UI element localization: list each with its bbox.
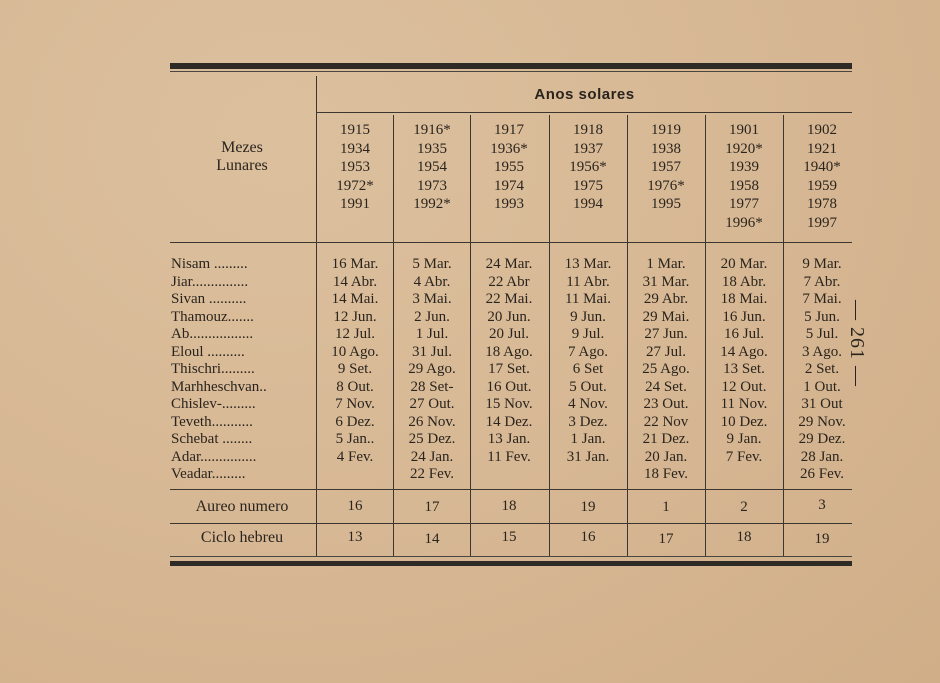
date-cell: 20 Jul.: [488, 326, 529, 342]
month-name: Marhheschvan..: [171, 378, 267, 395]
date-cell: 27 Out.: [409, 396, 455, 412]
date-cell: 11 Abr.: [566, 273, 610, 290]
year-column-2: [394, 121, 470, 214]
date-cell: 7 Fev.: [725, 448, 763, 465]
mezes-lunares-heading: [172, 139, 312, 175]
date-cell: 24 Jan.: [410, 448, 454, 465]
date-cell: 1 Out.: [803, 378, 841, 395]
date-column-2: [394, 256, 470, 484]
date-cell: 7 Abr.: [803, 273, 841, 290]
month-name: Thischri.........: [171, 361, 255, 377]
date-cell: 13 Mar.: [564, 256, 612, 272]
month-name: Nisam .........: [171, 256, 248, 272]
page-number: — 261 —: [846, 300, 868, 387]
date-cell: 14 Mai.: [331, 291, 379, 307]
date-cell: 2 Set.: [804, 361, 840, 377]
ciclo-value: 13: [347, 529, 363, 545]
year: 1978: [807, 196, 837, 212]
date-cell: 1 Jul.: [415, 326, 449, 342]
date-column-1: [317, 256, 393, 484]
aureo-value: 17: [424, 499, 440, 515]
bottom-thin-rule: [170, 556, 852, 557]
date-cell: 27 Jul.: [645, 343, 686, 360]
date-cell: 15 Nov.: [485, 396, 533, 412]
date-cell: 25 Dez.: [408, 431, 456, 447]
date-cell: 20 Mar.: [720, 256, 768, 272]
date-cell: 3 Dez.: [568, 413, 608, 430]
rule-under-dates: [170, 489, 852, 490]
aureo-value: 3: [818, 497, 826, 513]
date-column-3: [471, 256, 547, 484]
date-cell: 16 Mar.: [331, 256, 379, 272]
date-cell: 29 Mai.: [642, 308, 690, 325]
date-cell: [550, 466, 626, 484]
month-names-column: [171, 256, 313, 484]
month-name: Sivan ..........: [171, 291, 247, 307]
date-cell: 20 Jan.: [644, 448, 688, 465]
date-cell: 10 Dez.: [720, 413, 768, 430]
date-cell: 16 Out.: [486, 378, 532, 395]
year: 1974: [494, 177, 524, 194]
year: 1997: [807, 214, 837, 231]
date-cell: 13 Jan.: [487, 431, 531, 447]
aureo-value: 1: [662, 499, 670, 515]
month-name: Chislev-.........: [171, 396, 256, 412]
year: 1916*: [413, 122, 451, 138]
date-cell: 16 Jul.: [723, 326, 764, 342]
date-cell: 18 Abr.: [721, 273, 767, 290]
bottom-heavy-rule: [170, 561, 852, 566]
year: 1936*: [490, 140, 528, 157]
date-cell: 7 Mai.: [802, 291, 842, 307]
year: 1937: [573, 140, 603, 157]
year: 1953: [340, 159, 370, 175]
date-cell: 6 Dez.: [335, 413, 375, 430]
date-column-4: [550, 256, 626, 484]
date-cell: 9 Mar.: [802, 256, 842, 272]
year: 1958: [729, 177, 759, 194]
date-cell: 18 Mai.: [720, 291, 768, 307]
date-column-6: [706, 256, 782, 484]
year: 1991: [340, 196, 370, 212]
date-cell: 7 Nov.: [335, 396, 375, 412]
date-cell: 12 Jun.: [333, 308, 377, 325]
year: 1940*: [803, 159, 841, 175]
date-cell: 9 Set.: [337, 361, 373, 377]
year: 1902: [807, 122, 837, 138]
date-cell: 21 Dez.: [642, 431, 690, 447]
year: 1915: [340, 122, 370, 138]
ciclo-hebreu-label: Ciclo hebreu: [200, 529, 284, 546]
date-cell: 31 Out: [801, 396, 843, 412]
anos-solares-heading: Anos solares: [534, 86, 635, 103]
date-cell: [317, 466, 393, 484]
date-cell: [471, 466, 547, 484]
year: 1972*: [336, 177, 374, 194]
year: 1920*: [725, 140, 763, 157]
date-cell: 5 Jan..: [335, 431, 375, 447]
aureo-value: 19: [580, 499, 596, 515]
rule-under-aureo: [170, 523, 852, 524]
date-cell: 14 Dez.: [485, 413, 533, 430]
year: 1992*: [413, 196, 451, 212]
year: 1934: [340, 140, 370, 157]
date-cell: 14 Abr.: [332, 273, 378, 290]
date-cell: 31 Mar.: [642, 273, 690, 290]
year: 1957: [651, 159, 681, 175]
year: 1995: [651, 196, 681, 212]
date-cell: 1 Mar.: [646, 256, 686, 272]
date-cell: 8 Out.: [336, 378, 374, 395]
year: 1938: [651, 140, 681, 157]
year: 1901: [729, 122, 759, 138]
date-cell: 28 Set-: [410, 378, 454, 395]
date-cell: 26 Nov.: [408, 413, 456, 430]
month-name: Veadar.........: [171, 466, 246, 482]
date-cell: 29 Abr.: [643, 291, 689, 307]
date-cell: 5 Jun.: [804, 308, 840, 325]
date-cell: 22 Fev.: [409, 466, 455, 482]
year-column-6: [706, 121, 782, 232]
date-cell: 1 Jan.: [570, 431, 606, 447]
month-name: Eloul ..........: [171, 343, 245, 360]
date-cell: 10 Ago.: [331, 343, 379, 360]
date-cell: 25 Ago.: [642, 361, 690, 377]
year: 1975: [573, 177, 603, 194]
month-name: Teveth...........: [171, 413, 253, 430]
year: 1935: [417, 140, 447, 157]
date-cell: 28 Jan.: [800, 448, 844, 465]
date-cell: 13 Set.: [723, 361, 765, 377]
date-cell: 12 Out.: [721, 378, 767, 395]
date-column-5: [628, 256, 704, 484]
aureo-value: 2: [740, 499, 748, 515]
date-cell: 22 Nov: [643, 413, 689, 430]
date-cell: 29 Nov.: [798, 413, 846, 430]
top-heavy-rule: [170, 63, 852, 69]
date-cell: 2 Jun.: [414, 308, 450, 325]
date-cell: 11 Fev.: [487, 448, 531, 465]
date-cell: 27 Jun.: [644, 326, 688, 342]
rule-under-anos: [317, 112, 852, 113]
year: 1954: [417, 159, 447, 175]
ciclo-value: 17: [658, 531, 674, 547]
date-cell: 4 Fev.: [336, 448, 374, 465]
year: 1993: [494, 196, 524, 212]
year: 1918: [573, 122, 603, 138]
date-cell: 6 Set: [572, 361, 604, 377]
year: 1939: [729, 159, 759, 175]
month-name: Thamouz.......: [171, 308, 254, 325]
year: 1917: [494, 122, 524, 138]
year-column-1: [317, 121, 393, 214]
date-cell: 18 Fev.: [643, 466, 689, 482]
date-cell: 24 Mar.: [485, 256, 533, 272]
year: 1976*: [647, 177, 685, 194]
date-cell: 29 Dez.: [798, 431, 846, 447]
year: 1921: [807, 140, 837, 157]
ciclo-value: 19: [814, 531, 830, 547]
date-cell: 9 Jun.: [570, 308, 606, 325]
aureo-numero-label: Aureo numero: [195, 498, 289, 515]
date-cell: [706, 466, 782, 484]
lunares-line: Lunares: [216, 157, 268, 174]
date-cell: 9 Jul.: [571, 326, 605, 342]
date-cell: 22 Mai.: [485, 291, 533, 307]
date-cell: 24 Set.: [645, 378, 687, 395]
year: 1955: [494, 159, 524, 175]
date-cell: 9 Jan.: [726, 431, 762, 447]
rule-under-years: [170, 242, 852, 243]
month-name: Adar...............: [171, 448, 257, 465]
aureo-value: 18: [501, 498, 517, 514]
date-cell: 26 Fev.: [799, 466, 845, 482]
year: 1919: [651, 122, 681, 138]
date-cell: 22 Abr: [488, 273, 530, 290]
year: 1973: [417, 177, 447, 194]
year-column-4: [550, 121, 626, 214]
year: 1994: [573, 196, 603, 212]
date-cell: 23 Out.: [643, 396, 689, 412]
mezes-line: Mezes: [221, 139, 263, 156]
month-name: Ab.................: [171, 326, 254, 342]
date-cell: 14 Ago.: [720, 343, 768, 360]
date-cell: 11 Nov.: [720, 396, 768, 412]
year: 1996*: [725, 214, 763, 231]
date-cell: 5 Jul.: [805, 326, 839, 342]
date-cell: 18 Ago.: [485, 343, 533, 360]
year: 1977: [729, 196, 759, 212]
month-name: Schebat ........: [171, 431, 253, 447]
date-cell: 31 Jul.: [411, 343, 452, 360]
date-cell: 7 Ago.: [567, 343, 608, 360]
date-cell: 29 Ago.: [408, 361, 456, 377]
ciclo-value: 16: [580, 529, 596, 545]
year: 1956*: [569, 159, 607, 175]
date-cell: 5 Mar.: [412, 256, 452, 272]
ciclo-value: 18: [736, 529, 752, 545]
top-thin-rule: [170, 71, 852, 72]
date-cell: 4 Nov.: [568, 396, 608, 412]
aureo-value: 16: [347, 498, 363, 514]
date-cell: 17 Set.: [488, 361, 530, 377]
date-cell: 20 Jun.: [487, 308, 531, 325]
date-cell: 4 Abr.: [413, 273, 451, 290]
date-cell: 3 Ago.: [801, 343, 842, 360]
date-cell: 12 Jul.: [334, 326, 375, 342]
year-column-5: [628, 121, 704, 214]
date-cell: 5 Out.: [569, 378, 607, 395]
ciclo-value: 14: [424, 531, 440, 547]
month-name: Jiar...............: [171, 273, 249, 290]
date-cell: 31 Jan.: [566, 448, 610, 465]
year-column-3: [471, 121, 547, 214]
date-cell: 16 Jun.: [722, 308, 766, 325]
date-cell: 11 Mai.: [564, 291, 612, 307]
ciclo-value: 15: [501, 529, 517, 545]
date-cell: 3 Mai.: [412, 291, 452, 307]
year-column-7: [784, 121, 860, 232]
year: 1959: [807, 177, 837, 194]
